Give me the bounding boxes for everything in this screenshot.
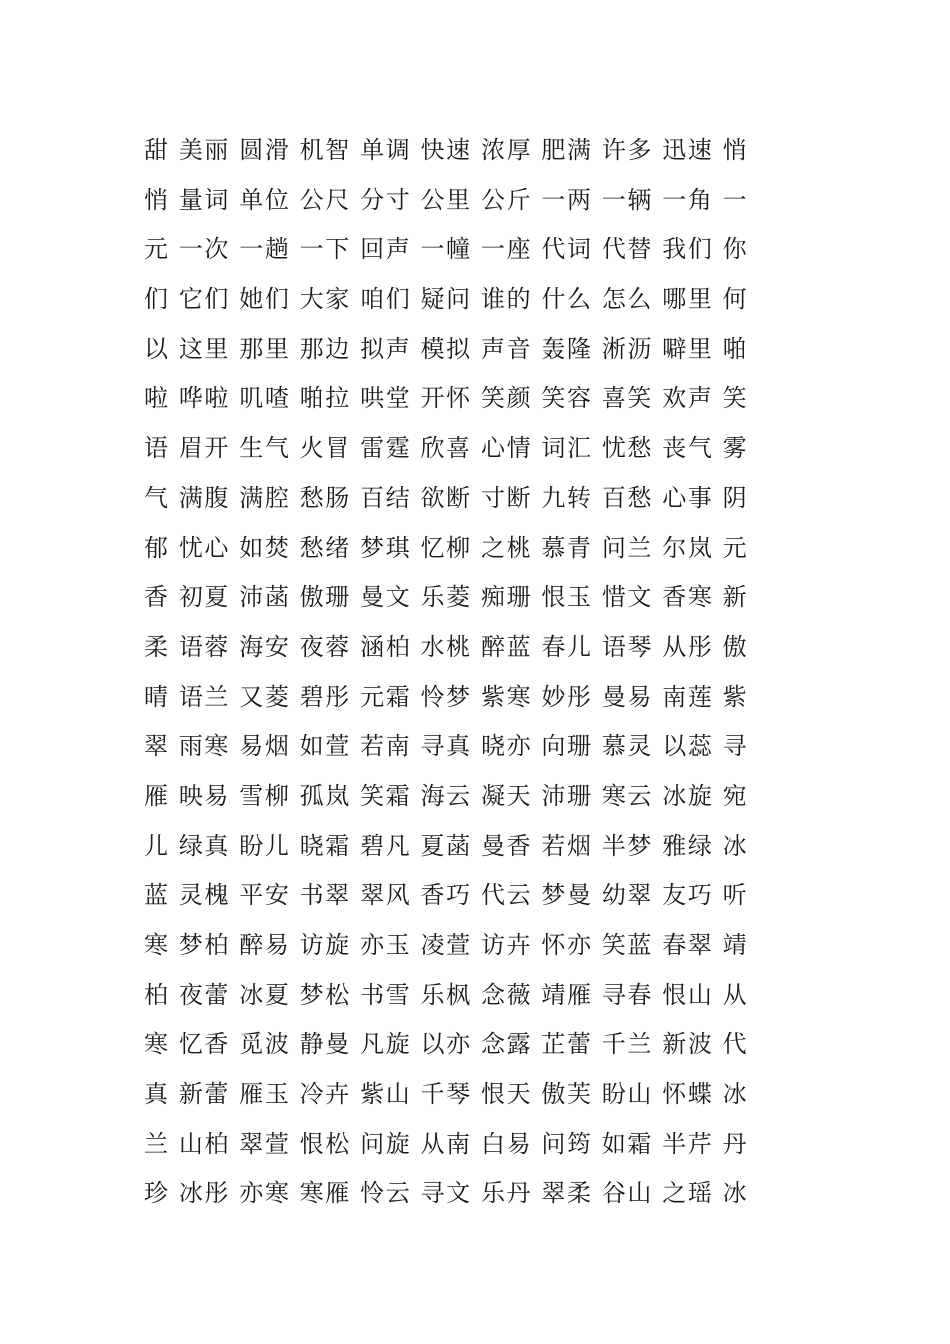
text-line: 儿 绿真 盼儿 晓霜 碧凡 夏菡 曼香 若烟 半梦 雅绿 冰 (144, 831, 749, 860)
text-line: 悄 量词 单位 公尺 分寸 公里 公斤 一两 一辆 一角 一 (144, 185, 749, 214)
text-line: 气 满腹 满腔 愁肠 百结 欲断 寸断 九转 百愁 心事 阴 (144, 483, 749, 512)
text-line: 翠 雨寒 易烟 如萱 若南 寻真 晓亦 向珊 慕灵 以蕊 寻 (144, 732, 749, 761)
text-line: 寒 梦柏 醉易 访旋 亦玉 凌萱 访卉 怀亦 笑蓝 春翠 靖 (144, 931, 749, 959)
text-line: 甜 美丽 圆滑 机智 单调 快速 浓厚 肥满 许多 迅速 悄 (144, 136, 749, 164)
text-line: 蓝 灵槐 平安 书翠 翠风 香巧 代云 梦曼 幼翠 友巧 听 (144, 881, 749, 910)
text-line: 雁 映易 雪柳 孤岚 笑霜 海云 凝天 沛珊 寒云 冰旋 宛 (144, 781, 749, 810)
word-list-text (144, 126, 824, 1219)
text-line: 寒 忆香 觅波 静曼 凡旋 以亦 念露 芷蕾 千兰 新波 代 (144, 1030, 749, 1059)
text-line: 真 新蕾 雁玉 冷卉 紫山 千琴 恨天 傲芙 盼山 怀蝶 冰 (144, 1080, 749, 1109)
text-line: 珍 冰彤 亦寒 寒雁 怜云 寻文 乐丹 翠柔 谷山 之瑶 冰 (144, 1179, 749, 1208)
text-line: 柔 语蓉 海安 夜蓉 涵柏 水桃 醉蓝 春儿 语琴 从彤 傲 (144, 632, 749, 661)
text-line: 元 一次 一趟 一下 回声 一幢 一座 代词 代替 我们 你 (144, 235, 749, 264)
text-line: 们 它们 她们 大家 咱们 疑问 谁的 什么 怎么 哪里 何 (144, 285, 749, 314)
text-line: 柏 夜蕾 冰夏 梦松 书雪 乐枫 念薇 靖雁 寻春 恨山 从 (144, 980, 749, 1009)
text-line: 兰 山柏 翠萱 恨松 问旋 从南 白易 问筠 如霜 半芹 丹 (144, 1129, 749, 1158)
text-line: 香 初夏 沛菡 傲珊 曼文 乐菱 痴珊 恨玉 惜文 香寒 新 (144, 583, 749, 612)
text-line: 晴 语兰 又菱 碧彤 元霜 怜梦 紫寒 妙彤 曼易 南莲 紫 (144, 682, 749, 711)
text-line: 啦 哗啦 叽喳 啪拉 哄堂 开怀 笑颜 笑容 喜笑 欢声 笑 (144, 384, 749, 413)
text-line: 语 眉开 生气 火冒 雷霆 欣喜 心情 词汇 忧愁 丧气 雾 (144, 434, 749, 463)
text-line: 以 这里 那里 那边 拟声 模拟 声音 轰隆 淅沥 噼里 啪 (144, 334, 749, 363)
text-line: 郁 忧心 如焚 愁绪 梦琪 忆柳 之桃 慕青 问兰 尔岚 元 (144, 533, 749, 562)
